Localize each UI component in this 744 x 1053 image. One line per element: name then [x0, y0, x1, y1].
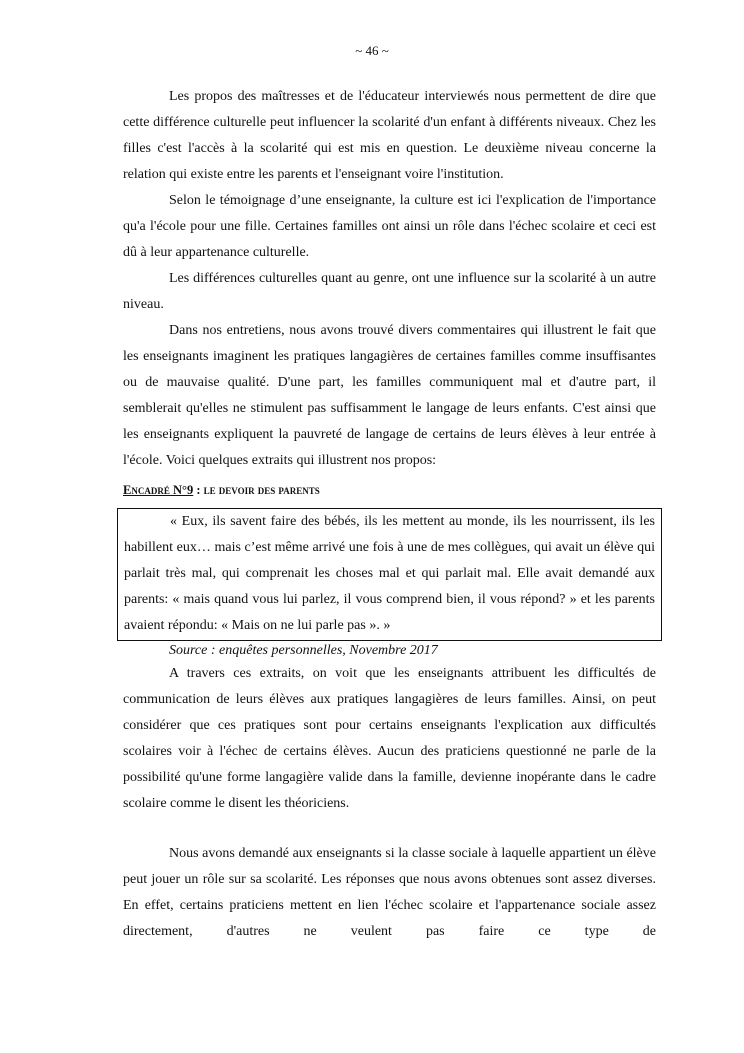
- quote-box: [117, 508, 662, 641]
- box-label: Encadré N°9: [123, 483, 194, 497]
- box-caption: [123, 480, 656, 500]
- paragraph: Les propos des maîtresses et de l'éducateur interviewés nous permettent de dire que cette différence culturelle peut influencer la scolarité d'un enfant à différents niveaux. Chez les filles c'est l'accès à la scolarité qui est mis en question. Le deuxième niveau concerne la relation qui existe entre les parents et l'enseignant voire l'institution.: [123, 89, 656, 182]
- paragraph: Dans nos entretiens, nous avons trouvé divers commentaires qui illustrent le fait que les enseignants imaginent les pratiques langagières de certaines familles comme insuffisantes ou de mauvaise qualité. D'une part, les familles communiquent mal et d'autre part, il semblerait qu'elles ne stimulent pas suffisamment le langage de leurs enfants. C'est ainsi que les enseignants expliquent la pauvreté de langage de certains de leurs élèves à leur entrée à l'école. Voici quelques extraits qui illustrent nos propos:: [123, 323, 656, 468]
- quote-text: « Eux, ils savent faire des bébés, ils les mettent au monde, ils les nourrissent, ils les habillent eux… mais c’est même arrivé une fois à une de mes collègues, qui avait un élève qui parlait très mal, qui comprenait les choses mal et qui parlait mal. Elle avait demandé aux parents: « mais quand vous lui parlez, il vous comprend bien, il vous répond? » et les parents avaient répondu: « Mais on ne lui parle pas ». »: [124, 514, 655, 633]
- paragraph: Nous avons demandé aux enseignants si la classe sociale à laquelle appartient un élève peut jouer un rôle sur sa scolarité. Les réponses que nous avons obtenues sont assez diverses. En effet, certains praticiens mettent en lien l'échec scolaire et l'appartenance sociale assez directement, d'autres ne veulent pas faire ce type de: [123, 846, 656, 939]
- box-source: Source : enquêtes personnelles, Novembre 2017: [169, 643, 438, 658]
- paragraph: Les différences culturelles quant au genre, ont une influence sur la scolarité à un autre niveau.: [123, 271, 656, 312]
- page-body: [123, 84, 656, 945]
- page-number: ~ 46 ~: [355, 43, 389, 58]
- section-gap: [123, 817, 656, 841]
- paragraph: Selon le témoignage d’une enseignante, la culture est ici l'explication de l'importance qu'a l'école pour une fille. Certaines familles ont ainsi un rôle dans l'échec scolaire et ceci est dû à leur appartenance culturelle.: [123, 193, 656, 260]
- box-caption-separator: :: [193, 483, 204, 497]
- box-title: le devoir des parents: [203, 483, 320, 497]
- paragraph: A travers ces extraits, on voit que les enseignants attribuent les difficultés de communication de leurs élèves aux pratiques langagières de leurs familles. Ainsi, on peut considérer que ces pratiques sont pour certains enseignants l'explication aux difficultés scolaires voir à l'échec de certains élèves. Aucun des praticiens questionné ne parle de la possibilité qu'une forme langagière valide dans la famille, devienne inopérante dans le cadre scolaire comme le disent les théoriciens.: [123, 666, 656, 811]
